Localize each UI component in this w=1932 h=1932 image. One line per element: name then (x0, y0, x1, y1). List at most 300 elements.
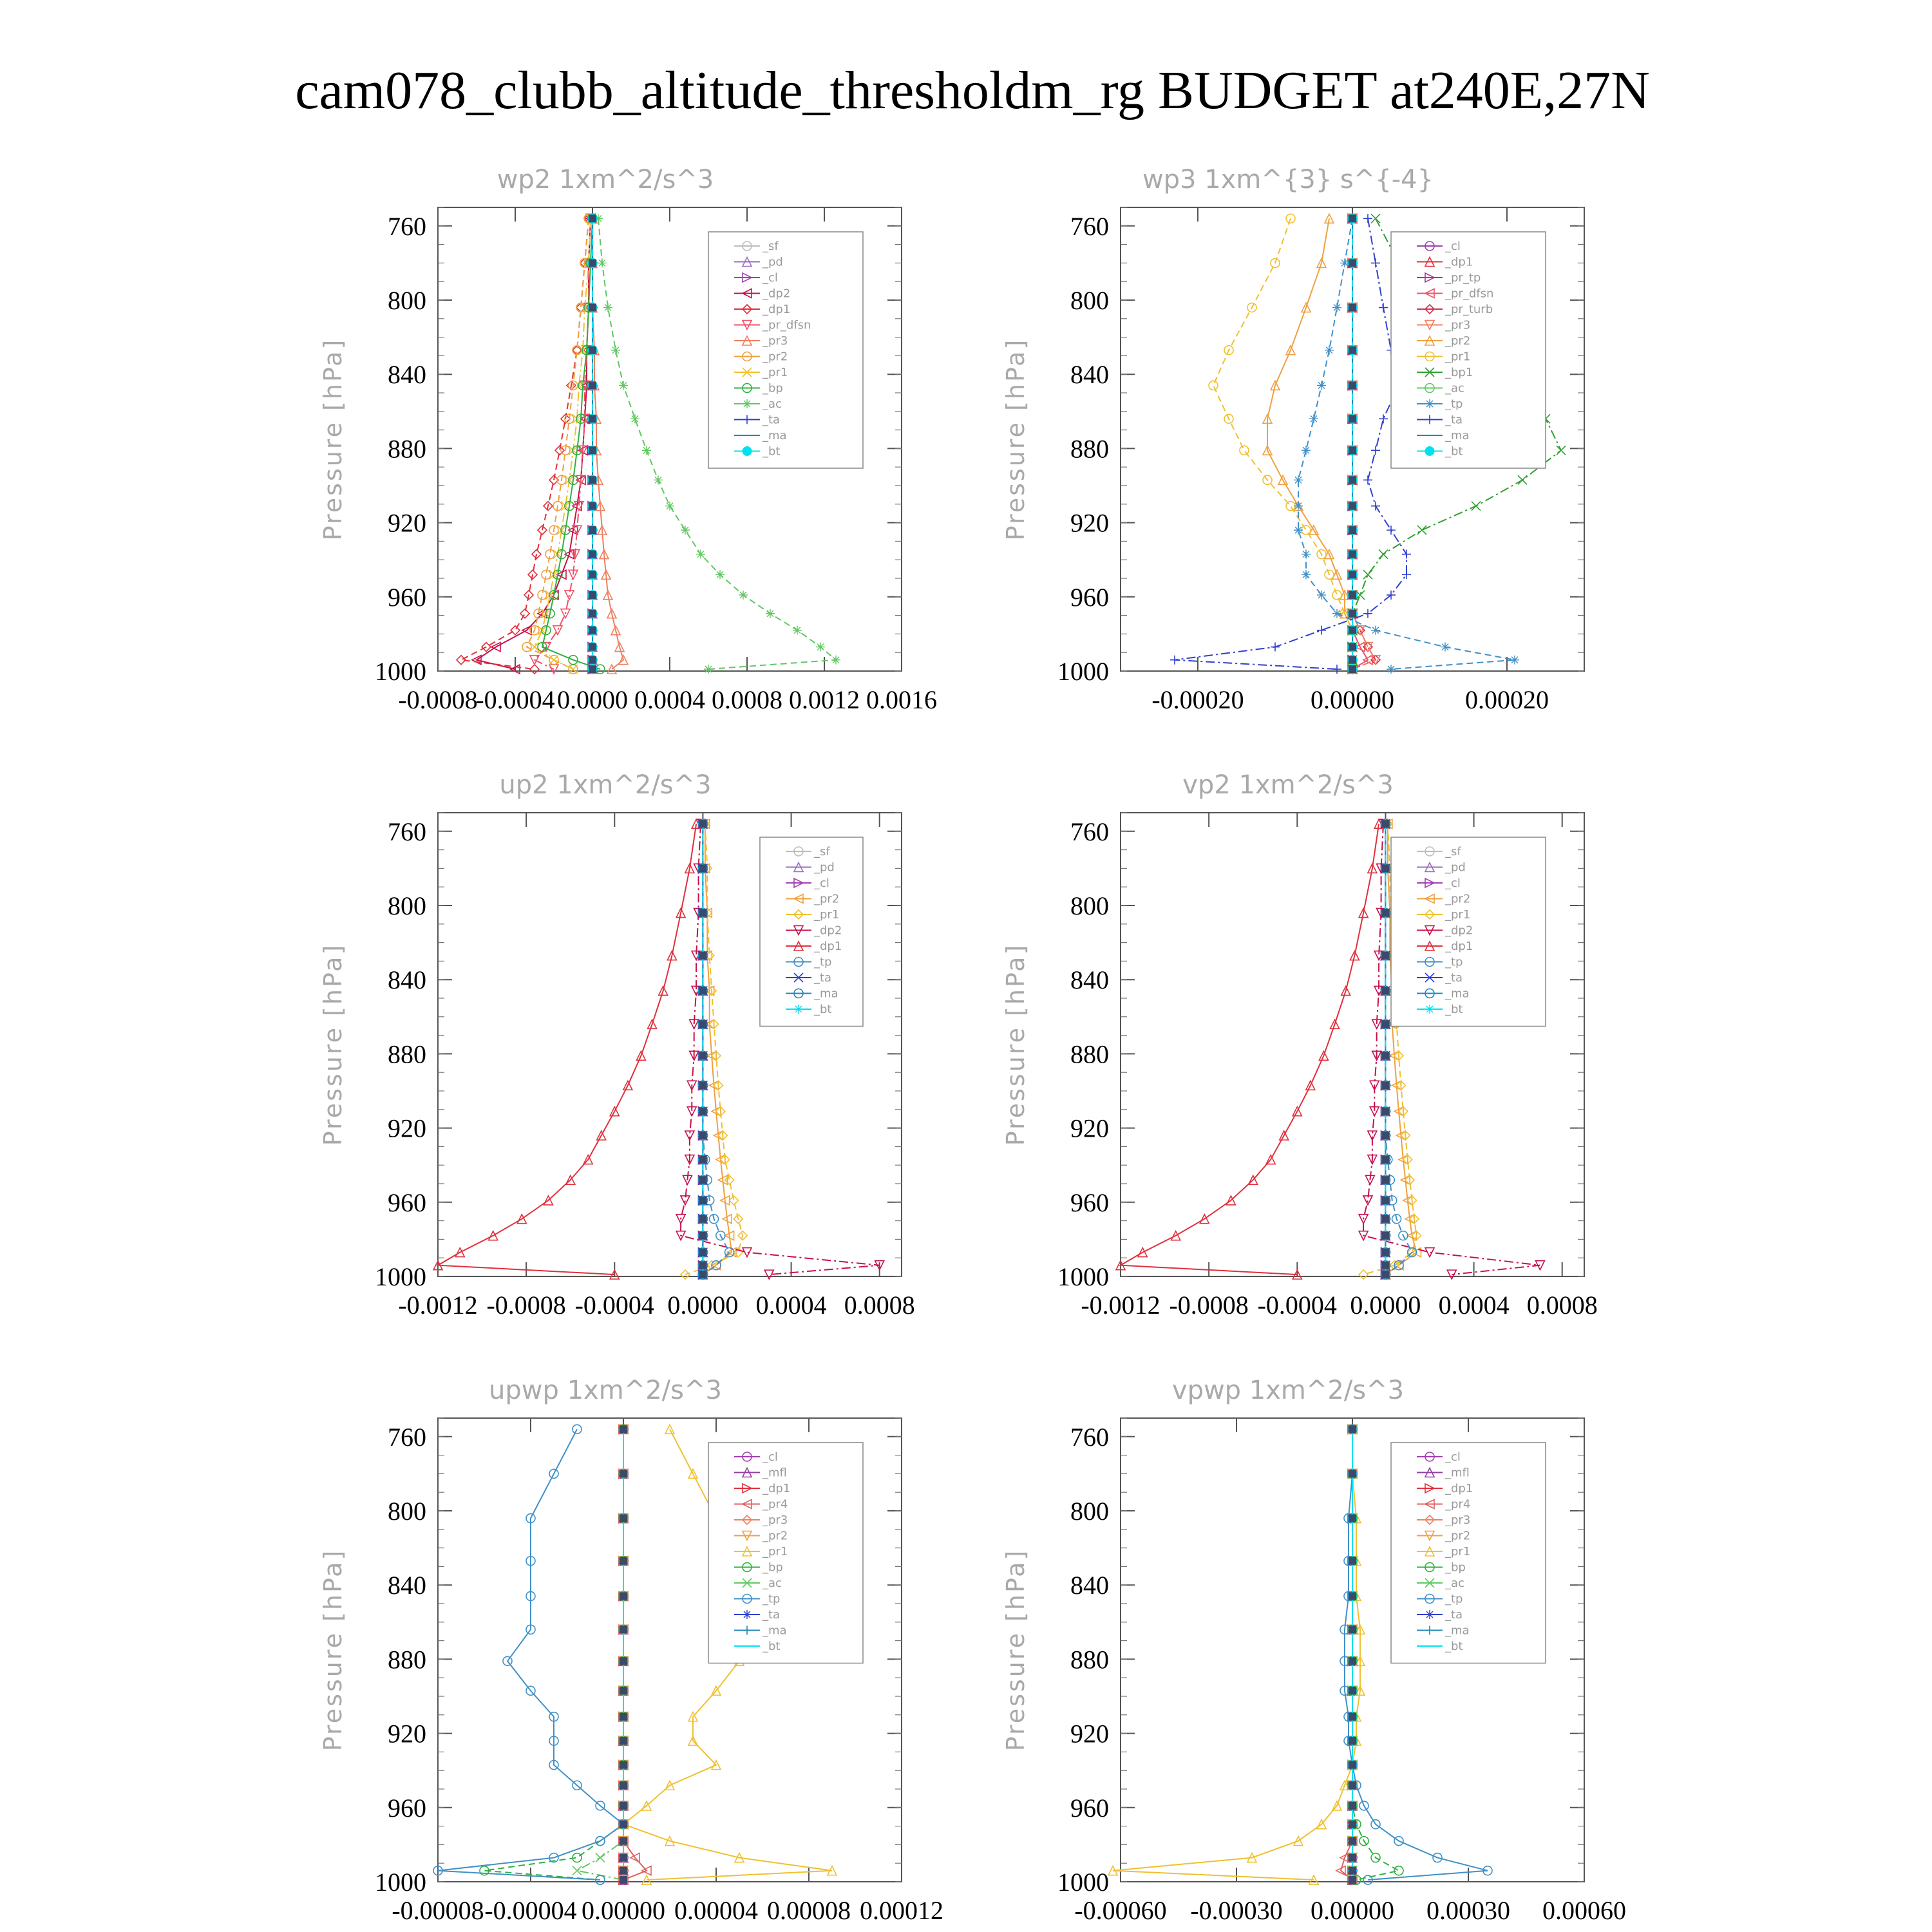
data-point (1557, 446, 1566, 455)
legend-entry: _dp2 (1445, 923, 1473, 938)
legend-entry: _pr_dfsn (1445, 287, 1494, 301)
data-point (603, 303, 612, 312)
y-tick-label: 840 (388, 360, 426, 390)
y-tick-label: 840 (1070, 360, 1109, 390)
zero-marker (1349, 1592, 1356, 1600)
series-line (542, 218, 600, 669)
series-line (685, 824, 743, 1274)
x-tick-label: 0.00008 (767, 1896, 851, 1925)
data-point (1425, 1248, 1434, 1257)
zero-marker (589, 665, 596, 673)
y-axis-label: Pressure [hPa] (1001, 337, 1030, 541)
chart-panel (1001, 165, 1584, 714)
y-tick-label: 920 (388, 1719, 426, 1748)
data-point (764, 1270, 773, 1279)
zero-marker (699, 1156, 706, 1164)
zero-marker (1381, 1052, 1389, 1059)
zero-marker (620, 1515, 627, 1522)
y-tick-label: 1000 (375, 1868, 426, 1897)
y-tick-label: 800 (1070, 286, 1109, 315)
data-point (642, 446, 651, 455)
zero-marker (1349, 526, 1356, 534)
y-tick-label: 880 (388, 1039, 426, 1069)
zero-marker (1349, 415, 1356, 422)
legend-entry: _sf (814, 845, 830, 858)
zero-marker (620, 1761, 627, 1769)
zero-marker (1349, 627, 1356, 634)
data-point (1317, 626, 1326, 635)
zero-marker (1381, 1108, 1389, 1115)
data-point (1325, 346, 1334, 355)
y-tick-label: 920 (1070, 508, 1109, 538)
series-line (461, 218, 589, 669)
y-tick-label: 800 (388, 1497, 426, 1526)
y-tick-label: 1000 (1057, 1262, 1109, 1291)
zero-marker (699, 1271, 706, 1278)
legend-entry: _pr3 (1445, 318, 1471, 332)
legend-marker (1425, 447, 1434, 456)
zero-marker (1381, 1081, 1389, 1089)
chart-panel (319, 770, 915, 1320)
data-point (596, 1853, 605, 1862)
legend-entry: _mfl (762, 1466, 787, 1480)
data-point (1332, 609, 1341, 618)
data-point (696, 550, 705, 559)
data-point (1387, 665, 1396, 674)
x-tick-label: -0.00004 (484, 1896, 577, 1925)
x-tick-label: -0.0008 (1169, 1291, 1249, 1320)
zero-marker (699, 1108, 706, 1115)
zero-marker (699, 1232, 706, 1240)
zero-marker (620, 1737, 627, 1745)
zero-marker (1349, 1867, 1356, 1875)
y-axis-label: Pressure [hPa] (319, 337, 347, 541)
legend-entry: _tp (814, 955, 832, 969)
legend-marker (1425, 1005, 1434, 1014)
y-tick-label: 920 (388, 1113, 426, 1143)
x-tick-label: 0.00030 (1426, 1896, 1510, 1925)
y-tick-label: 760 (388, 211, 426, 241)
x-tick-label: 0.00020 (1465, 685, 1549, 714)
x-tick-label: -0.00060 (1074, 1896, 1167, 1925)
zero-marker (589, 476, 596, 484)
zero-marker (1381, 1232, 1389, 1240)
data-point (793, 626, 802, 635)
zero-marker (1349, 304, 1356, 312)
chart-panel (1001, 1376, 1626, 1925)
zero-marker (699, 987, 706, 994)
series-line (1213, 218, 1352, 669)
zero-marker (1349, 1687, 1356, 1694)
x-tick-label: 0.0000 (1350, 1291, 1421, 1320)
zero-marker (699, 1081, 706, 1089)
data-point (553, 626, 562, 635)
data-point (1371, 446, 1380, 455)
legend-entry: _bt (814, 1003, 832, 1016)
zero-marker (589, 591, 596, 599)
y-tick-label: 960 (388, 1188, 426, 1217)
y-tick-label: 1000 (375, 1262, 426, 1291)
legend-entry: _pd (1445, 860, 1466, 875)
legend-entry: _dp1 (762, 303, 791, 316)
zero-marker (620, 1687, 627, 1694)
legend-entry: _ma (1445, 987, 1470, 1001)
zero-marker (1349, 446, 1356, 454)
zero-marker (699, 1249, 706, 1256)
series-line (577, 1429, 623, 1880)
legend-marker (743, 447, 752, 456)
zero-marker (1381, 1020, 1389, 1028)
data-point (1332, 591, 1341, 600)
zero-marker (699, 1020, 706, 1028)
panel-title: vpwp 1xm^2/s^3 (1171, 1376, 1405, 1405)
y-tick-label: 760 (1070, 817, 1109, 846)
legend-entry: _ta (1445, 1608, 1463, 1622)
x-tick-label: 0.00060 (1542, 1896, 1626, 1925)
data-point (1302, 570, 1311, 579)
zero-marker (1349, 1557, 1356, 1565)
legend-entry: _bp (1445, 1560, 1466, 1575)
data-point (511, 626, 520, 635)
data-point (1240, 446, 1249, 455)
legend-entry: _pr3 (762, 334, 788, 348)
zero-marker (699, 820, 706, 828)
zero-marker (699, 864, 706, 872)
y-tick-label: 920 (388, 508, 426, 538)
legend-entry: _dp2 (814, 923, 842, 938)
legend-entry: _bp (762, 381, 783, 395)
legend-entry: _cl (1445, 876, 1461, 890)
zero-marker (1381, 1271, 1389, 1278)
zero-marker (1381, 1176, 1389, 1184)
x-tick-label: 0.00000 (1311, 685, 1394, 714)
series-line (623, 1429, 647, 1880)
legend-entry: _pr2 (762, 350, 788, 364)
y-tick-label: 760 (388, 817, 426, 846)
legend-entry: _dp2 (762, 287, 791, 301)
zero-marker (589, 526, 596, 534)
legend-entry: _bp1 (1445, 366, 1473, 379)
legend-entry: _ma (1445, 1624, 1470, 1638)
legend-entry: _cl (1445, 1450, 1461, 1464)
y-tick-label: 880 (1070, 1039, 1109, 1069)
x-tick-label: 0.0004 (1438, 1291, 1510, 1320)
data-point (1363, 475, 1372, 484)
data-point (1170, 656, 1179, 665)
legend-entry: _pd (762, 255, 783, 269)
data-point (1286, 214, 1295, 223)
legend-marker (794, 1005, 803, 1014)
zero-marker (1349, 656, 1356, 664)
x-tick-label: -0.00020 (1151, 685, 1244, 714)
data-point (1387, 526, 1396, 535)
data-point (1286, 502, 1295, 511)
legend-entry: _ta (814, 971, 832, 985)
y-tick-label: 800 (388, 891, 426, 920)
zero-marker (1349, 381, 1356, 389)
zero-marker (1349, 1657, 1356, 1665)
zero-marker (1349, 259, 1356, 267)
data-point (1379, 550, 1388, 559)
zero-marker (699, 1052, 706, 1059)
zero-marker (1349, 214, 1356, 222)
legend-entry: _dp1 (814, 940, 842, 953)
data-point (1363, 214, 1372, 223)
data-point (1417, 526, 1426, 535)
data-point (1447, 1270, 1456, 1279)
zero-marker (1349, 1854, 1356, 1862)
zero-marker (620, 1557, 627, 1565)
legend-entry: _ta (1445, 413, 1463, 427)
zero-marker (699, 1262, 706, 1269)
data-point (1294, 526, 1303, 535)
panel-title: up2 1xm^2/s^3 (499, 770, 712, 800)
legend-entry: _cl (762, 271, 778, 285)
zero-marker (620, 1837, 627, 1845)
legend-entry: _bp (762, 1560, 783, 1575)
legend-entry: _pr2 (762, 1529, 788, 1543)
data-point (729, 1196, 738, 1205)
zero-marker (620, 1592, 627, 1600)
series-line (1352, 218, 1376, 669)
legend-entry: _cl (814, 876, 829, 890)
legend-entry: _sf (762, 240, 779, 253)
x-tick-label: 0.0008 (844, 1291, 915, 1320)
x-tick-label: 0.00004 (674, 1896, 758, 1925)
data-point (766, 609, 775, 618)
legend-marker (743, 1610, 752, 1619)
series-line (1352, 218, 1368, 669)
x-tick-label: 0.0008 (712, 685, 782, 714)
data-point (619, 381, 628, 390)
data-point (704, 665, 713, 674)
zero-marker (1349, 502, 1356, 510)
zero-marker (1349, 1876, 1356, 1884)
chart-panel (319, 165, 937, 714)
data-point (1441, 643, 1450, 652)
legend-entry: _dp1 (1445, 255, 1473, 269)
zero-marker (1381, 1156, 1389, 1164)
data-point (1371, 214, 1380, 223)
zero-marker (1381, 820, 1389, 828)
legend-entry: _pr1 (1445, 908, 1471, 922)
zero-marker (699, 1197, 706, 1204)
data-point (598, 258, 607, 267)
x-tick-label: -0.0008 (486, 1291, 566, 1320)
data-point (1302, 550, 1311, 559)
legend-entry: _pd (814, 860, 835, 875)
y-axis-label: Pressure [hPa] (1001, 1548, 1030, 1752)
panel-title: wp3 1xm^{3} s^{-4} (1142, 165, 1434, 194)
x-tick-label: 0.0000 (667, 1291, 739, 1320)
zero-marker (1349, 1515, 1356, 1522)
zero-marker (620, 1781, 627, 1789)
data-point (1379, 303, 1388, 312)
y-tick-label: 800 (1070, 1497, 1109, 1526)
zero-marker (620, 1470, 627, 1477)
y-axis-label: Pressure [hPa] (1001, 943, 1030, 1146)
zero-marker (1349, 476, 1356, 484)
legend-entry: _sf (1445, 845, 1461, 858)
zero-marker (1349, 346, 1356, 354)
zero-marker (1349, 1737, 1356, 1745)
legend-entry: _pr_turb (1445, 303, 1493, 316)
zero-marker (699, 1132, 706, 1139)
legend-entry: _bt (762, 1640, 781, 1653)
data-point (1271, 643, 1280, 652)
series-line (1113, 1429, 1360, 1880)
legend-entry: _dp1 (1445, 940, 1473, 953)
y-tick-label: 960 (1070, 1188, 1109, 1217)
data-point (549, 665, 558, 674)
data-point (715, 570, 724, 579)
data-point (1332, 665, 1341, 674)
y-axis-label: Pressure [hPa] (319, 1548, 347, 1752)
data-point (1371, 258, 1380, 267)
zero-marker (1349, 571, 1356, 578)
data-point (1518, 475, 1527, 484)
data-point (1332, 303, 1341, 312)
legend-entry: _pr2 (1445, 334, 1471, 348)
zero-marker (589, 643, 596, 651)
chart-panel (1001, 770, 1598, 1320)
zero-marker (620, 1854, 627, 1862)
legend-entry: _pr1 (1445, 1545, 1471, 1558)
zero-marker (1381, 1215, 1389, 1223)
legend-entry: _ta (1445, 971, 1463, 985)
x-tick-label: -0.0004 (574, 1291, 654, 1320)
zero-marker (1349, 1625, 1356, 1633)
zero-marker (699, 1176, 706, 1184)
data-point (1317, 591, 1326, 600)
figure-title: cam078_clubb_altitude_thresholdm_rg BUDGET at240E,27N (295, 61, 1650, 120)
legend-entry: _bt (1445, 1640, 1463, 1653)
zero-marker (589, 214, 596, 222)
data-point (831, 656, 840, 665)
zero-marker (699, 1215, 706, 1223)
legend-entry: _ac (762, 1577, 782, 1590)
legend-entry: _bt (1445, 1003, 1463, 1016)
legend-entry: _cl (762, 1450, 778, 1464)
zero-marker (699, 952, 706, 960)
legend-entry: _ta (762, 413, 781, 427)
legend-marker (743, 399, 752, 408)
zero-marker (589, 446, 596, 454)
data-point (1294, 502, 1303, 511)
y-tick-label: 880 (388, 1645, 426, 1674)
data-point (725, 1175, 734, 1184)
zero-marker (1349, 610, 1356, 618)
legend-entry: _pr3 (1445, 1513, 1471, 1527)
zero-marker (1349, 1821, 1356, 1828)
y-tick-label: 760 (1070, 211, 1109, 241)
data-point (1510, 656, 1519, 665)
y-tick-label: 1000 (1057, 1868, 1109, 1897)
y-tick-label: 800 (388, 286, 426, 315)
data-point (681, 1270, 690, 1279)
data-point (654, 475, 663, 484)
y-tick-label: 840 (388, 965, 426, 995)
data-point (1371, 502, 1380, 511)
legend-entry: _pr1 (814, 908, 840, 922)
legend-entry: _bt (1445, 444, 1463, 459)
legend-entry: _tp (762, 1592, 781, 1606)
y-tick-label: 960 (388, 1793, 426, 1823)
legend-marker (1425, 1610, 1434, 1619)
zero-marker (589, 304, 596, 312)
zero-marker (620, 1867, 627, 1875)
zero-marker (1349, 591, 1356, 599)
series-line (592, 218, 623, 669)
y-tick-label: 880 (388, 434, 426, 464)
data-point (816, 643, 825, 652)
legend-entry: _pr1 (762, 1545, 788, 1558)
data-point (743, 1248, 752, 1257)
data-point (1309, 414, 1318, 423)
panels (319, 165, 1626, 1925)
legend-entry: _ma (1445, 429, 1470, 442)
legend-entry: _pr2 (1445, 1529, 1471, 1543)
zero-marker (1349, 1781, 1356, 1789)
series-line (484, 1429, 623, 1880)
zero-marker (589, 415, 596, 422)
zero-marker (589, 627, 596, 634)
x-tick-label: -0.0012 (398, 1291, 478, 1320)
legend-entry: _pr4 (1445, 1497, 1471, 1511)
legend-entry: _pr3 (762, 1513, 788, 1527)
x-tick-label: -0.0012 (1081, 1291, 1160, 1320)
zero-marker (1381, 909, 1389, 917)
zero-marker (699, 909, 706, 917)
data-point (1317, 381, 1326, 390)
legend-entry: _ma (814, 987, 838, 1001)
zero-marker (1381, 1197, 1389, 1204)
x-tick-label: -0.0004 (1257, 1291, 1337, 1320)
series-line (1121, 824, 1379, 1274)
y-tick-label: 800 (1070, 891, 1109, 920)
data-point (734, 1248, 743, 1257)
x-tick-label: -0.0004 (475, 685, 555, 714)
zero-marker (1381, 987, 1389, 994)
legend-entry: _pr4 (762, 1497, 788, 1511)
legend-entry: _tp (1445, 397, 1463, 411)
data-point (1363, 570, 1372, 579)
y-tick-label: 760 (388, 1422, 426, 1452)
zero-marker (1381, 1249, 1389, 1256)
panel-title: upwp 1xm^2/s^3 (489, 1376, 722, 1405)
zero-marker (1349, 1470, 1356, 1477)
zero-marker (620, 1425, 627, 1433)
legend-entry: _pr2 (814, 892, 840, 906)
x-tick-label: -0.00030 (1190, 1896, 1283, 1925)
data-point (1371, 626, 1380, 635)
zero-marker (589, 656, 596, 664)
zero-marker (1349, 643, 1356, 651)
legend-entry: _pr2 (1445, 892, 1471, 906)
series-line (1352, 218, 1376, 669)
zero-marker (589, 571, 596, 578)
zero-marker (620, 1625, 627, 1633)
zero-marker (1381, 1132, 1389, 1139)
data-point (1402, 550, 1411, 559)
x-tick-label: 0.0012 (789, 685, 860, 714)
legend-entry: _pr1 (762, 366, 788, 379)
y-tick-label: 760 (1070, 1422, 1109, 1452)
legend-box (760, 837, 863, 1027)
legend-entry: _pr1 (1445, 350, 1471, 364)
legend-entry: _tp (1445, 955, 1463, 969)
y-tick-label: 840 (1070, 1571, 1109, 1600)
